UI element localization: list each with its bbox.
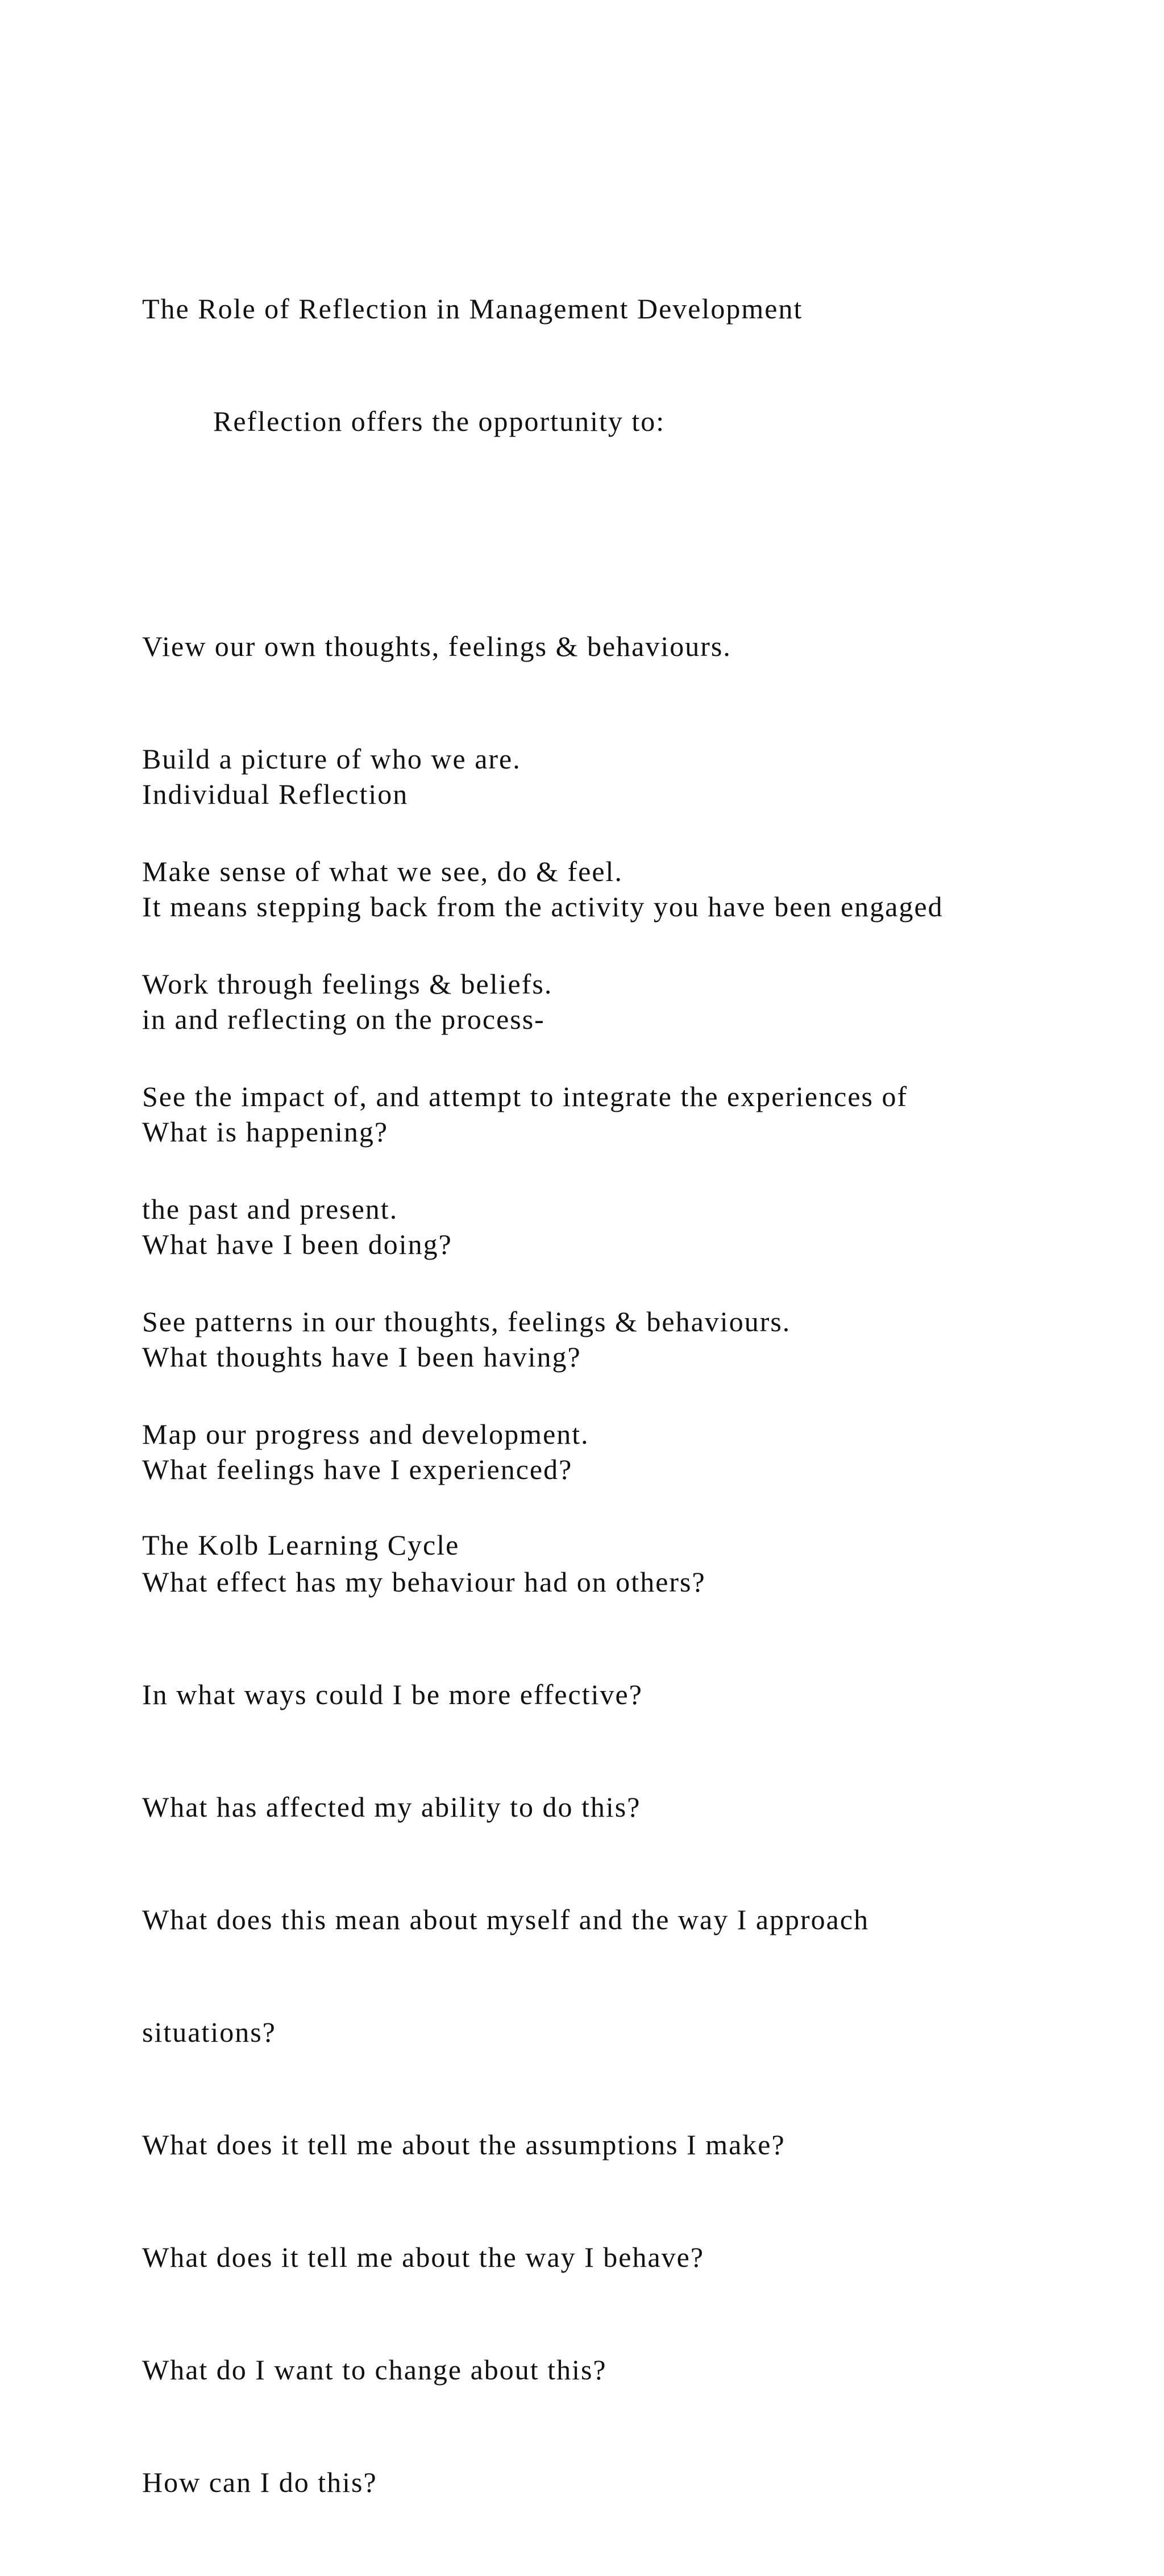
question-line: What thoughts have I been having? xyxy=(142,1341,581,1373)
document-title: The Role of Reflection in Management Development xyxy=(142,293,803,325)
section-heading: Individual Reflection xyxy=(142,778,409,810)
list-item: See the impact of, and attempt to integrate the experiences of xyxy=(142,1081,908,1112)
question-line: What have I been doing? xyxy=(142,1228,452,1260)
blank-line xyxy=(142,515,1108,552)
section-heading: The Kolb Learning Cycle xyxy=(142,1529,460,1561)
question-line: situations? xyxy=(142,2016,276,2048)
intro-subtitle: Reflection offers the opportunity to: xyxy=(213,405,666,437)
paragraph-line: in and reflecting on the process- xyxy=(142,1003,545,1035)
list-item: Work through feelings & beliefs. xyxy=(142,968,553,1000)
question-line: What has affected my ability to do this? xyxy=(142,1791,641,1823)
kolb-cycle-section xyxy=(142,1451,1108,1639)
question-line: What is happening? xyxy=(142,1116,389,1148)
question-line: What does it tell me about the assumptions I make? xyxy=(142,2129,785,2160)
question-line: What effect has my behaviour had on others? xyxy=(142,1566,706,1598)
paragraph-line: It means stepping back from the activity you have been engaged xyxy=(142,891,943,923)
list-item: View our own thoughts, feelings & behaviours. xyxy=(142,630,731,662)
question-line: What does it tell me about the way I behave? xyxy=(142,2241,705,2273)
question-line: What feelings have I experienced? xyxy=(142,1453,573,1485)
list-item: the past and present. xyxy=(142,1193,398,1225)
question-line: In what ways could I be more effective? xyxy=(142,1678,643,1710)
question-line: What do I want to change about this? xyxy=(142,2354,607,2386)
question-line: How can I do this? xyxy=(142,2466,377,2498)
list-item: Build a picture of who we are. xyxy=(142,743,521,775)
list-item: Map our progress and development. xyxy=(142,1418,589,1450)
list-item: See patterns in our thoughts, feelings & behaviours. xyxy=(142,1306,791,1337)
question-line: What does this mean about myself and the way I approach xyxy=(142,1904,870,1935)
list-item: Make sense of what we see, do & feel. xyxy=(142,855,623,887)
